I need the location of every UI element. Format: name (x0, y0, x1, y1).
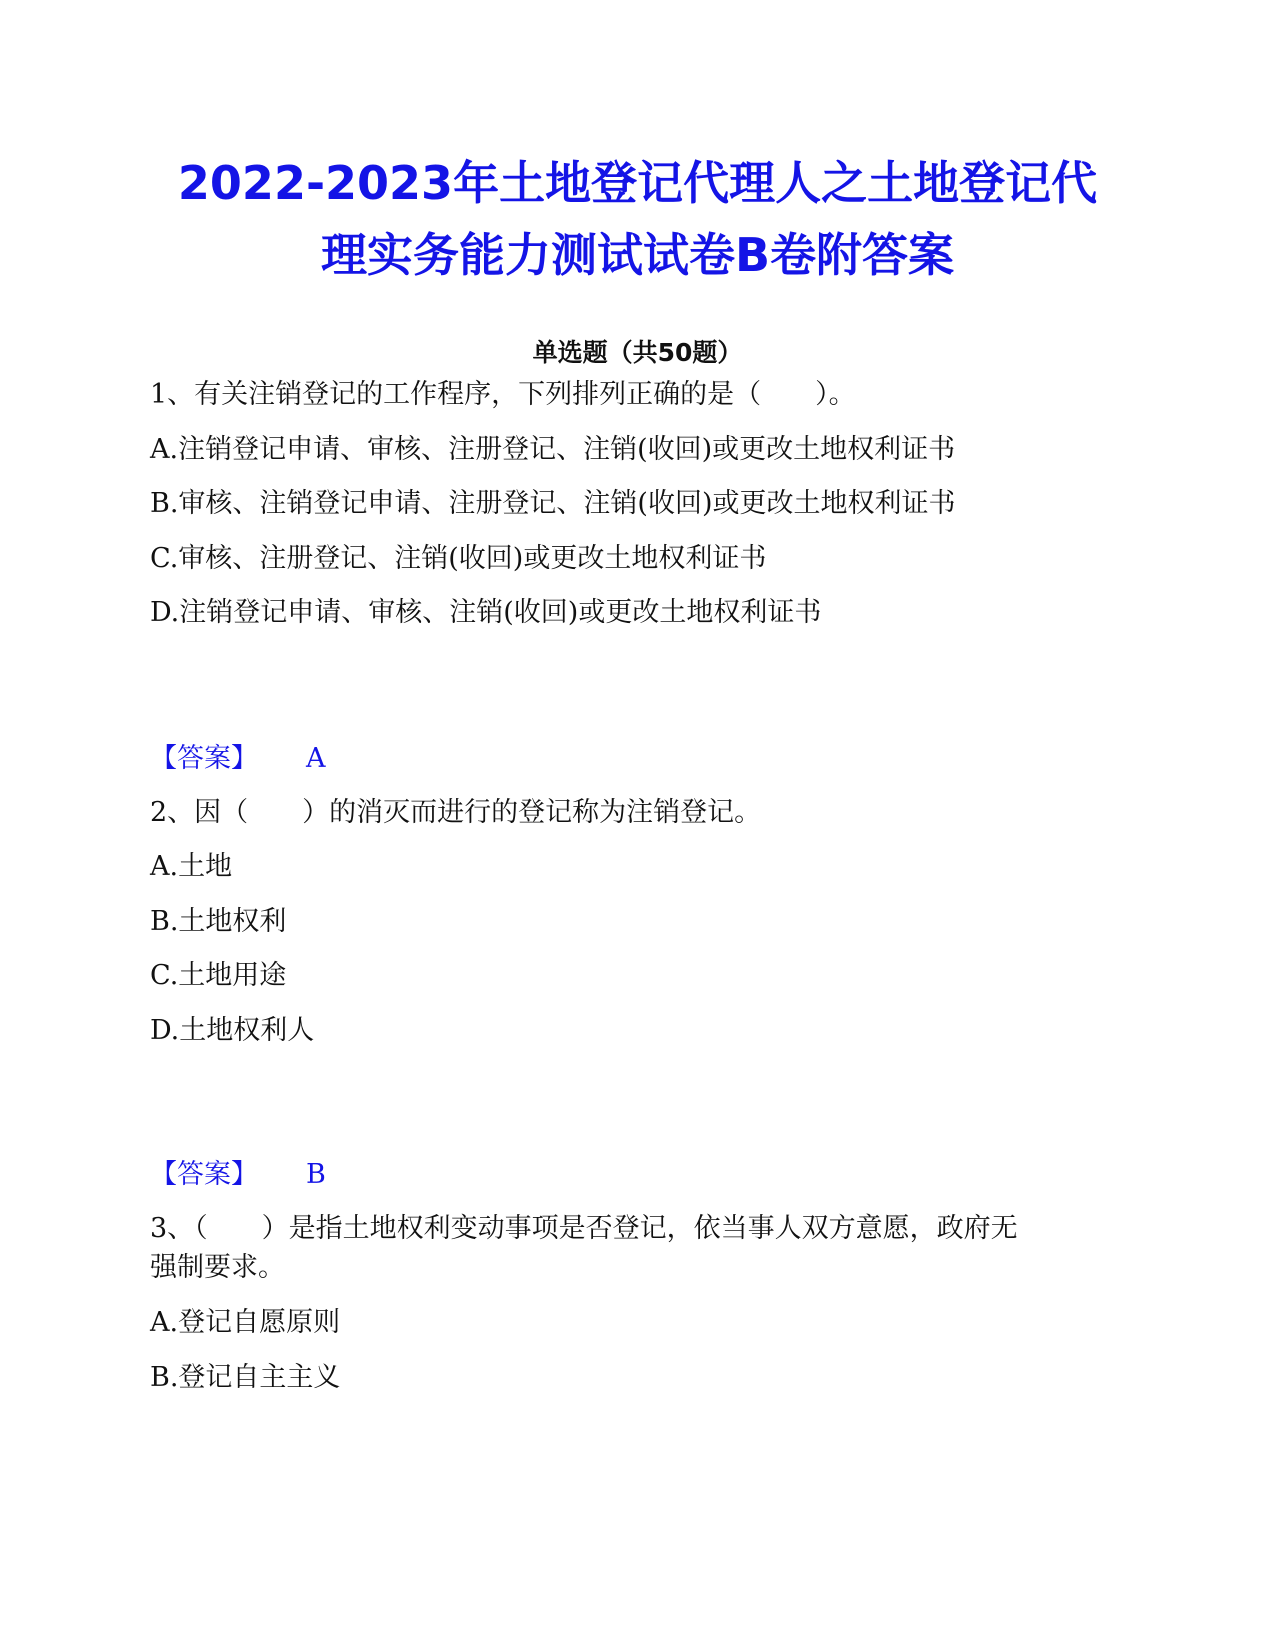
question-1-answer (150, 745, 326, 772)
answer-label: 【答案】 (150, 1159, 258, 1190)
question-2-option-d: D.土地权利人 (150, 1015, 315, 1046)
question-1-option-c: C.审核、注册登记、注销(收回)或更改土地权利证书 (150, 543, 767, 574)
question-3-stem-line-1: 3、（ ）是指土地权利变动事项是否登记，依当事人双方意愿，政府无 (150, 1213, 1018, 1244)
answer-label: 【答案】 (150, 743, 258, 774)
question-2-option-b: B.土地权利 (150, 906, 287, 937)
question-1-option-b: B.审核、注销登记申请、注册登记、注销(收回)或更改土地权利证书 (150, 488, 956, 519)
answer-value: B (306, 1159, 326, 1190)
section-heading: 单选题（共50题） (532, 338, 743, 367)
question-2-answer (150, 1161, 326, 1188)
question-1-option-d: D.注销登记申请、审核、注销(收回)或更改土地权利证书 (150, 597, 822, 628)
question-2-option-c: C.土地用途 (150, 960, 287, 991)
question-1-option-a: A.注销登记申请、审核、注册登记、注销(收回)或更改土地权利证书 (150, 434, 956, 465)
answer-value: A (306, 743, 326, 774)
question-3-option-b: B.登记自主主义 (150, 1362, 341, 1393)
question-1-stem: 1、有关注销登记的工作程序，下列排列正确的是（ ）。 (150, 379, 856, 410)
document-title-line-2: 理实务能力测试试卷B卷附答案 (320, 228, 955, 282)
document-title-line-1: 2022-2023年土地登记代理人之土地登记代 (177, 156, 1098, 210)
question-2-stem: 2、因（ ）的消灭而进行的登记称为注销登记。 (150, 797, 762, 828)
question-3-stem-line-2: 强制要求。 (150, 1252, 285, 1283)
question-2-option-a: A.土地 (150, 851, 233, 882)
question-3-option-a: A.登记自愿原则 (150, 1307, 341, 1338)
